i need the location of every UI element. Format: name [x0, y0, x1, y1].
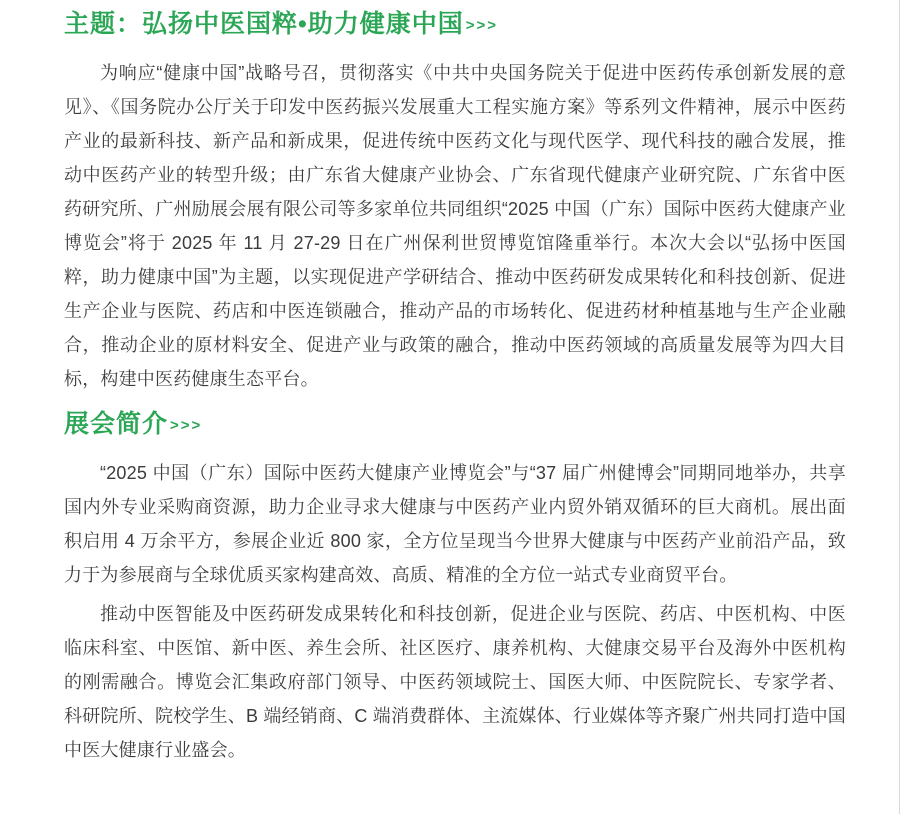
heading-theme-text: 主题：弘扬中医国粹•助力健康中国	[64, 10, 464, 38]
paragraph-expo-audience: 推动中医智能及中医药研发成果转化和科技创新，促进企业与医院、药店、中医机构、中医临床科室、中医馆、新中医、养生会所、社区医疗、康养机构、大健康交易平台及海外中医机构的刚需融合。博览会汇集政府部门领导、中医药领域院士、国医大师、中医院院长、专家学者、科研院所、院校学生、B 端经销商、C 端消费群体、主流媒体、行业媒体等齐聚广州共同打造中国中医大健康行业盛会。	[64, 604, 847, 760]
paragraph-theme-overview: 为响应“健康中国”战略号召，贯彻落实《中共中央国务院关于促进中医药传承创新发展的意见》、《国务院办公厅关于印发中医药振兴发展重大工程实施方案》等系列文件精神，展示中医药产业的最新科技、新产品和新成果，促进传统中医药文化与现代医学、现代科技的融合发展，推动中医药产业的转型升级；由广东省大健康产业协会、广东省现代健康产业研究院、广东省中医药研究所、广州励展会展有限公司等多家单位共同组织“2025 中国（广东）国际中医药大健康产业博览会”将于 2025 年 11 月 27-29 日在广州保利世贸博览馆隆重举行。本次大会以“弘扬中医国粹，助力健康中国”为主题，以实现促进产学研结合、推动中医药研发成果转化和科技创新、促进生产企业与医院、药店和中医连锁融合，推动产品的市场转化、促进药材种植基地与生产企业融合，推动企业的原材料安全、促进产业与政策的融合，推动中医药领域的高质量发展等为四大目标，构建中医药健康生态平台。	[64, 63, 846, 389]
page-right-border	[899, 0, 900, 814]
section-heading-theme	[64, 8, 846, 42]
heading-intro-text: 展会简介	[64, 410, 169, 438]
heading-arrows-icon: >>>	[170, 417, 203, 434]
heading-arrows-icon: >>>	[465, 17, 499, 34]
section-heading-intro	[64, 408, 846, 442]
paragraph-expo-intro: “2025 中国（广东）国际中医药大健康产业博览会”与“37 届广州健博会”同期同地举办，共享国内外专业采购商资源，助力企业寻求大健康与中医药产业内贸外销双循环的巨大商机。展出面积启用 4 万余平方，参展企业近 800 家，全方位呈现当今世界大健康与中医药产业前沿产品，致力于为参展商与全球优质买家构建高效、高质、精准的全方位一站式专业商贸平台。	[64, 463, 846, 585]
